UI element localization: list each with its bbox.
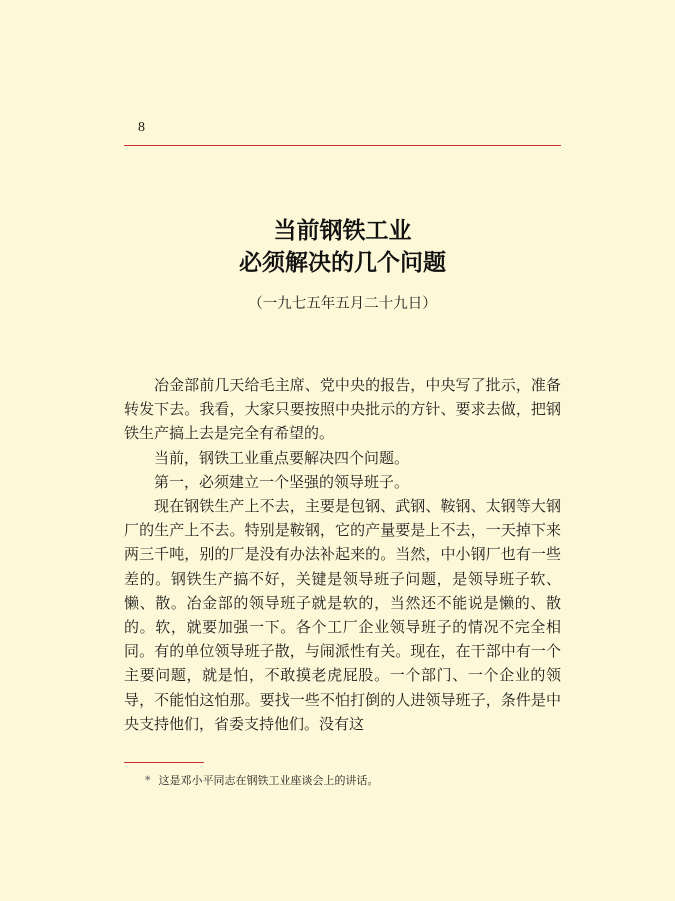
article-title-line2: 必须解决的几个问题 xyxy=(239,250,446,276)
footnote-rule xyxy=(124,762,204,763)
footnote-marker: * xyxy=(145,774,151,787)
article-title-line1: 当前钢铁工业 xyxy=(273,218,412,244)
body-paragraph: 冶金部前几天给毛主席、党中央的报告，中央写了批示，准备转发下去。我看，大家只要按照中央批示的方针、要求去做，把钢铁生产搞上去是完全有希望的。 xyxy=(124,376,561,443)
body-paragraph: 现在钢铁生产上不去，主要是包钢、武钢、鞍钢、太钢等大钢厂的生产上不去。特别是鞍钢，它的产量要是上不去，一天掉下来两三千吨，别的厂是没有办法补起来的。当然，中小钢厂也有一些差的。钢铁生产搞不好，关键是领导班子问题，是领导班子软、懒、散。冶金部的领导班子就是软的，当然还不能说是懒的、散的。软，就要加强一下。各个工厂企业领导班子的情况不完全相同。有的单位领导班子散，与闹派性有关。现在，在干部中有一个主要问题，就是怕，不敢摸老虎屁股。一个部门、一个企业的领导，不能怕这怕那。要找一些不怕打倒的人进领导班子，条件是中央支持他们，省委支持他们。没有这 xyxy=(124,497,561,733)
page-number: 8 xyxy=(138,120,145,135)
header-rule xyxy=(124,145,561,146)
body-paragraph: 当前，钢铁工业重点要解决四个问题。 xyxy=(154,448,410,467)
footnote xyxy=(145,773,379,789)
article-date: （一九七五年五月二十九日） xyxy=(248,296,437,312)
footnote-text: 这是邓小平同志在钢铁工业座谈会上的讲话。 xyxy=(158,774,379,787)
body-paragraph: 第一，必须建立一个坚强的领导班子。 xyxy=(154,472,410,491)
article-body xyxy=(124,373,561,736)
